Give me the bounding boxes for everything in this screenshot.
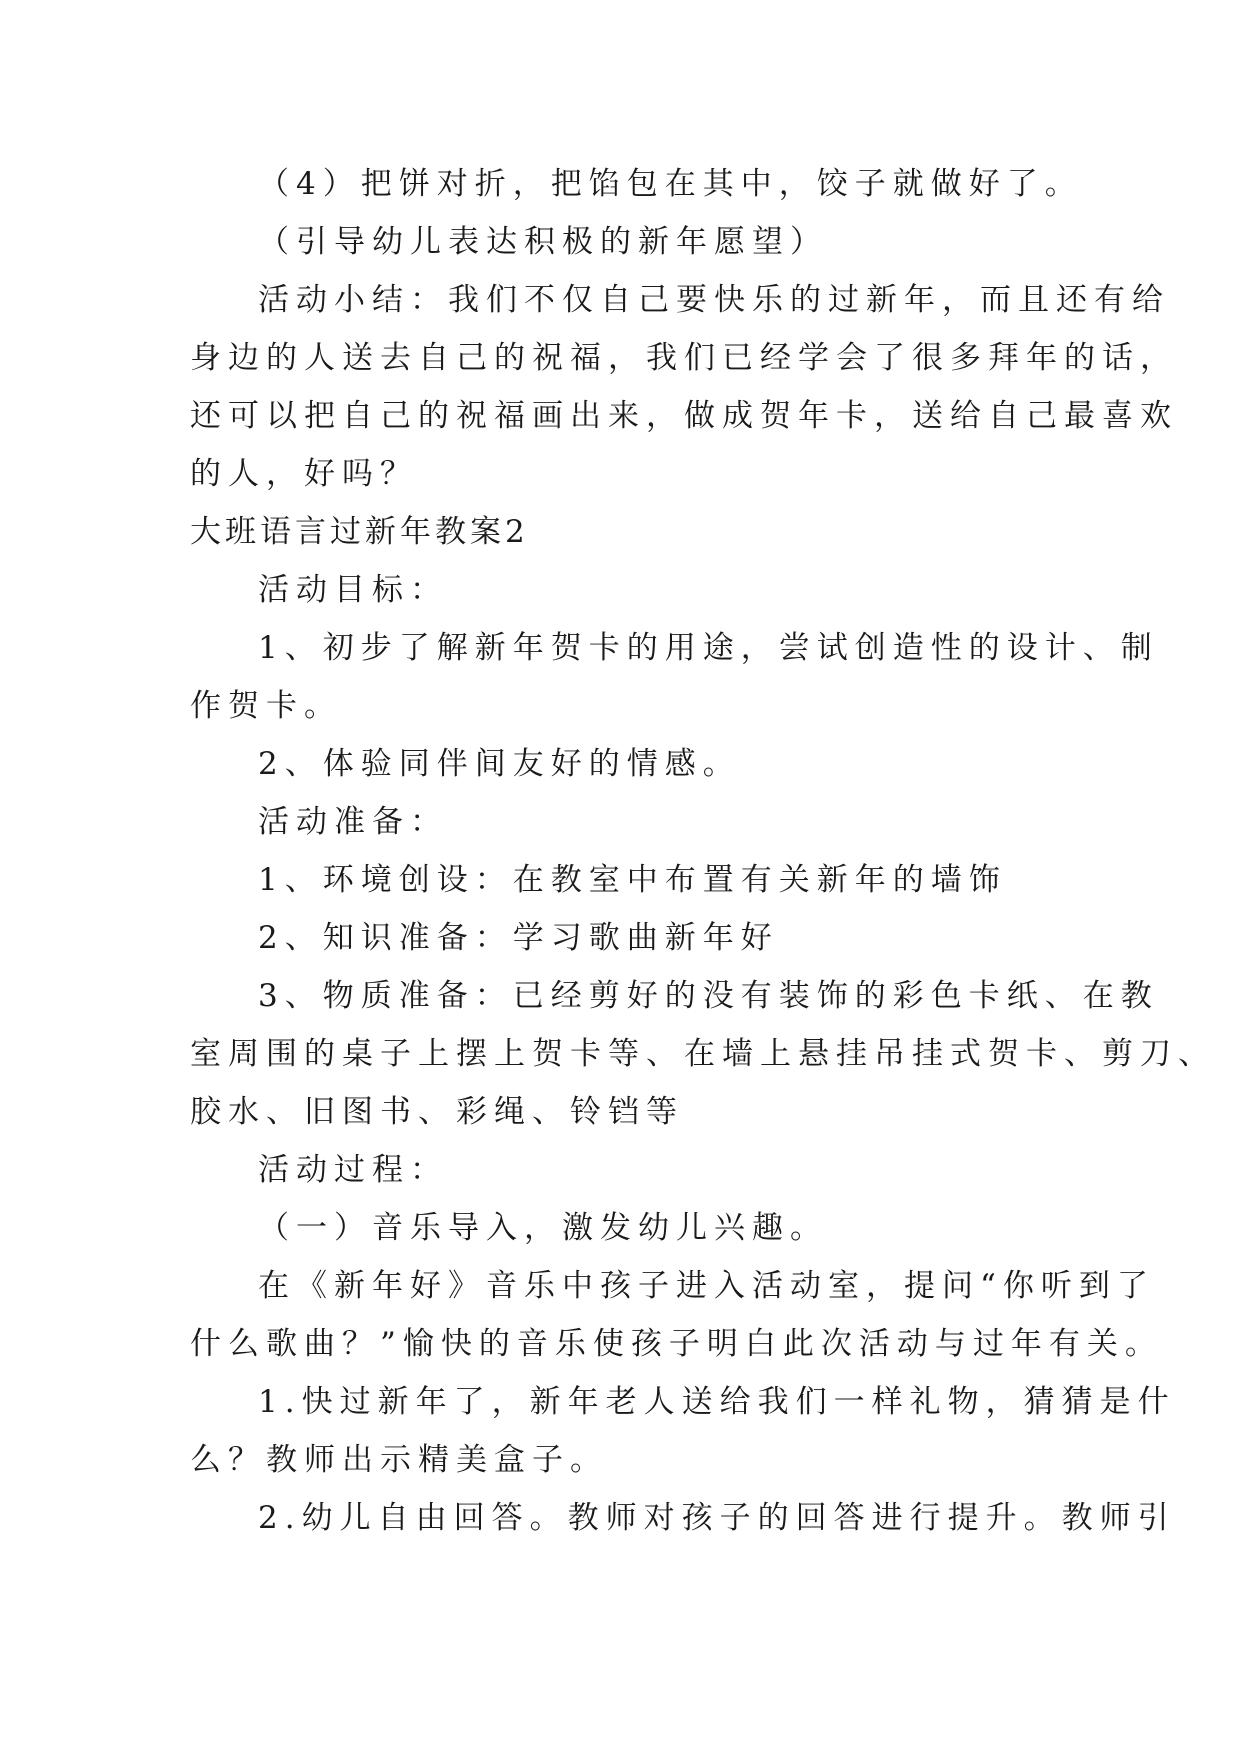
text-line-guide-note: （引导幼儿表达积极的新年愿望） (258, 224, 828, 260)
text-line-goal-1a: 1、初步了解新年贺卡的用途，尝试创造性的设计、制 (258, 630, 1159, 666)
text-line-summary-4: 的人，好吗？ (190, 456, 418, 492)
text-line-summary-3: 还可以把自己的祝福画出来，做成贺年卡，送给自己最喜欢 (190, 398, 1178, 434)
text-line-goal-2: 2、体验同伴间友好的情感。 (258, 746, 741, 782)
text-line-prep-3c: 胶水、旧图书、彩绳、铃铛等 (190, 1094, 684, 1130)
text-line-prep-1: 1、环境创设：在教室中布置有关新年的墙饰 (258, 862, 1007, 898)
text-line-process-1: （一）音乐导入，激发幼儿兴趣。 (258, 1210, 828, 1246)
text-line-summary-2: 身边的人送去自己的祝福，我们已经学会了很多拜年的话， (190, 340, 1178, 376)
heading-preparation: 活动准备： (258, 804, 448, 840)
section-title: 大班语言过新年教案2 (190, 514, 529, 550)
text-line-prep-2: 2、知识准备：学习歌曲新年好 (258, 920, 779, 956)
text-line-prep-3b: 室周围的桌子上摆上贺卡等、在墙上悬挂吊挂式贺卡、剪刀、 (190, 1036, 1216, 1072)
heading-goals: 活动目标： (258, 572, 448, 608)
text-line-process-3b: 么？教师出示精美盒子。 (190, 1442, 608, 1478)
text-line-goal-1b: 作贺卡。 (190, 688, 342, 724)
text-line-step-4: （4）把饼对折，把馅包在其中，饺子就做好了。 (258, 166, 1083, 202)
text-line-process-2b: 什么歌曲？”愉快的音乐使孩子明白此次活动与过年有关。 (190, 1326, 1163, 1362)
text-line-prep-3a: 3、物质准备：已经剪好的没有装饰的彩色卡纸、在教 (258, 978, 1159, 1014)
text-line-process-4: 2.幼儿自由回答。教师对孩子的回答进行提升。教师引 (258, 1500, 1176, 1536)
heading-process: 活动过程： (258, 1152, 448, 1188)
text-line-process-3a: 1.快过新年了，新年老人送给我们一样礼物，猜猜是什 (258, 1384, 1176, 1420)
text-line-summary-1: 活动小结：我们不仅自己要快乐的过新年，而且还有给 (258, 282, 1170, 318)
text-line-process-2a: 在《新年好》音乐中孩子进入活动室，提问“你听到了 (258, 1268, 1155, 1304)
